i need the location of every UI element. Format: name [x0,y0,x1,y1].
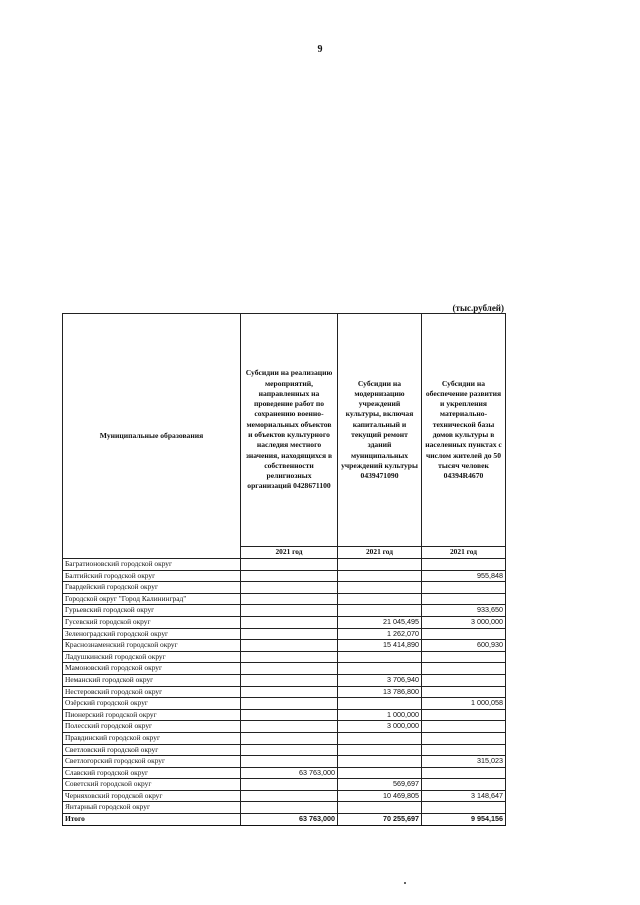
municipality-name: Черняховский городской округ [63,790,241,802]
table-row [63,709,506,721]
value-cell-col-1 [241,570,338,582]
municipality-name: Пионерский городской округ [63,709,241,721]
value-cell-col-1 [241,744,338,756]
total-value-col-2: 70 255,697 [338,814,422,826]
value-cell-col-1 [241,686,338,698]
value-cell-col-2 [338,593,422,605]
table-row [63,721,506,733]
value-cell-col-3 [422,767,506,779]
table-row [63,640,506,652]
municipality-name: Багратионовский городской округ [63,559,241,571]
municipality-name: Полесский городской округ [63,721,241,733]
table-row [63,663,506,675]
municipality-name: Зеленоградский городской округ [63,628,241,640]
municipality-name: Гвардейский городской округ [63,582,241,594]
value-cell-col-1 [241,582,338,594]
table-row [63,582,506,594]
municipality-name: Балтийский городской округ [63,570,241,582]
value-cell-col-2 [338,744,422,756]
value-cell-col-3 [422,709,506,721]
value-cell-col-1: 63 763,000 [241,767,338,779]
value-cell-col-2: 15 414,890 [338,640,422,652]
table-row [63,674,506,686]
value-cell-col-2 [338,802,422,814]
value-cell-col-1 [241,756,338,768]
value-cell-col-1 [241,651,338,663]
header-col-2: Субсидии на модернизацию учреждений культуры, включая капитальный и текущий ремонт зданий муниципальных учреждений культуры 0439471090 [338,314,422,547]
page-number: 9 [317,44,323,55]
value-cell-col-1 [241,559,338,571]
table-row [63,802,506,814]
municipality-name: Озёрский городской округ [63,698,241,710]
value-cell-col-1 [241,674,338,686]
table-row [63,570,506,582]
value-cell-col-3: 955,848 [422,570,506,582]
value-cell-col-1 [241,698,338,710]
value-cell-col-2: 1 262,070 [338,628,422,640]
header-col-3: Субсидии на обеспечение развития и укрепления материально-технической базы домов культуры в населенных пунктах с числом жителей до 50 тысяч человек 04394R4670 [422,314,506,547]
municipality-name: Краснознаменский городской округ [63,640,241,652]
value-cell-col-2: 3 706,940 [338,674,422,686]
municipality-name: Янтарный городской округ [63,802,241,814]
value-cell-col-3: 933,650 [422,605,506,617]
value-cell-col-3 [422,802,506,814]
value-cell-col-3 [422,674,506,686]
year-col-1: 2021 год [241,547,338,559]
value-cell-col-2 [338,663,422,675]
value-cell-col-1 [241,721,338,733]
value-cell-col-3: 3 000,000 [422,616,506,628]
value-cell-col-3 [422,628,506,640]
value-cell-col-2 [338,651,422,663]
table-row [63,732,506,744]
value-cell-col-3: 3 148,647 [422,790,506,802]
table-row [63,605,506,617]
value-cell-col-2 [338,732,422,744]
table-row [63,779,506,791]
table-row [63,593,506,605]
value-cell-col-1 [241,709,338,721]
value-cell-col-1 [241,605,338,617]
header-row [63,314,506,547]
municipality-name: Правдинский городской округ [63,732,241,744]
value-cell-col-2 [338,767,422,779]
value-cell-col-1 [241,593,338,605]
value-cell-col-3 [422,663,506,675]
municipality-name: Городской округ "Город Калининград" [63,593,241,605]
subsidy-table [62,313,506,826]
value-cell-col-2: 3 000,000 [338,721,422,733]
value-cell-col-2 [338,559,422,571]
value-cell-col-3 [422,559,506,571]
value-cell-col-3 [422,732,506,744]
value-cell-col-1 [241,628,338,640]
value-cell-col-2 [338,698,422,710]
municipality-name: Советский городской округ [63,779,241,791]
municipality-name: Мамоновский городской округ [63,663,241,675]
municipality-name: Ладушкинский городской округ [63,651,241,663]
value-cell-col-3 [422,686,506,698]
value-cell-col-3: 315,023 [422,756,506,768]
table-row [63,790,506,802]
table-row [63,616,506,628]
value-cell-col-2: 13 786,800 [338,686,422,698]
table-row [63,559,506,571]
value-cell-col-3 [422,651,506,663]
value-cell-col-2: 1 000,000 [338,709,422,721]
table-body [63,559,506,826]
header-municipalities: Муниципальные образования [63,314,241,559]
year-col-3: 2021 год [422,547,506,559]
value-cell-col-2 [338,756,422,768]
value-cell-col-1 [241,616,338,628]
header-col-1: Субсидии на реализацию мероприятий, направленных на проведение работ по сохранению военно-мемориальных объектов и объектов культурного наследия местного значения, находящихся в собственности религиозных организаций 0428671100 [241,314,338,547]
value-cell-col-3 [422,721,506,733]
total-label: Итого [63,814,241,826]
municipality-name: Гурьевский городской округ [63,605,241,617]
total-value-col-3: 9 954,156 [422,814,506,826]
value-cell-col-1 [241,790,338,802]
total-row [63,814,506,826]
table-row [63,698,506,710]
table-row [63,686,506,698]
table-row [63,744,506,756]
units-label: (тыс.рублей) [452,303,504,313]
value-cell-col-2 [338,582,422,594]
municipality-name: Неманский городской округ [63,674,241,686]
value-cell-col-2: 569,697 [338,779,422,791]
value-cell-col-2: 21 045,495 [338,616,422,628]
value-cell-col-2: 10 469,805 [338,790,422,802]
value-cell-col-3: 600,930 [422,640,506,652]
value-cell-col-1 [241,640,338,652]
value-cell-col-1 [241,779,338,791]
year-col-2: 2021 год [338,547,422,559]
page-dot [404,882,406,884]
value-cell-col-1 [241,802,338,814]
table-row [63,767,506,779]
table-row [63,651,506,663]
value-cell-col-1 [241,732,338,744]
total-value-col-1: 63 763,000 [241,814,338,826]
value-cell-col-2 [338,605,422,617]
table-row [63,628,506,640]
table-row [63,756,506,768]
municipality-name: Славский городской округ [63,767,241,779]
municipality-name: Нестеровский городской округ [63,686,241,698]
value-cell-col-3 [422,779,506,791]
value-cell-col-3 [422,582,506,594]
value-cell-col-3: 1 000,058 [422,698,506,710]
value-cell-col-2 [338,570,422,582]
municipality-name: Светлогорский городской округ [63,756,241,768]
value-cell-col-1 [241,663,338,675]
value-cell-col-3 [422,593,506,605]
municipality-name: Светловский городской округ [63,744,241,756]
value-cell-col-3 [422,744,506,756]
municipality-name: Гусевский городской округ [63,616,241,628]
